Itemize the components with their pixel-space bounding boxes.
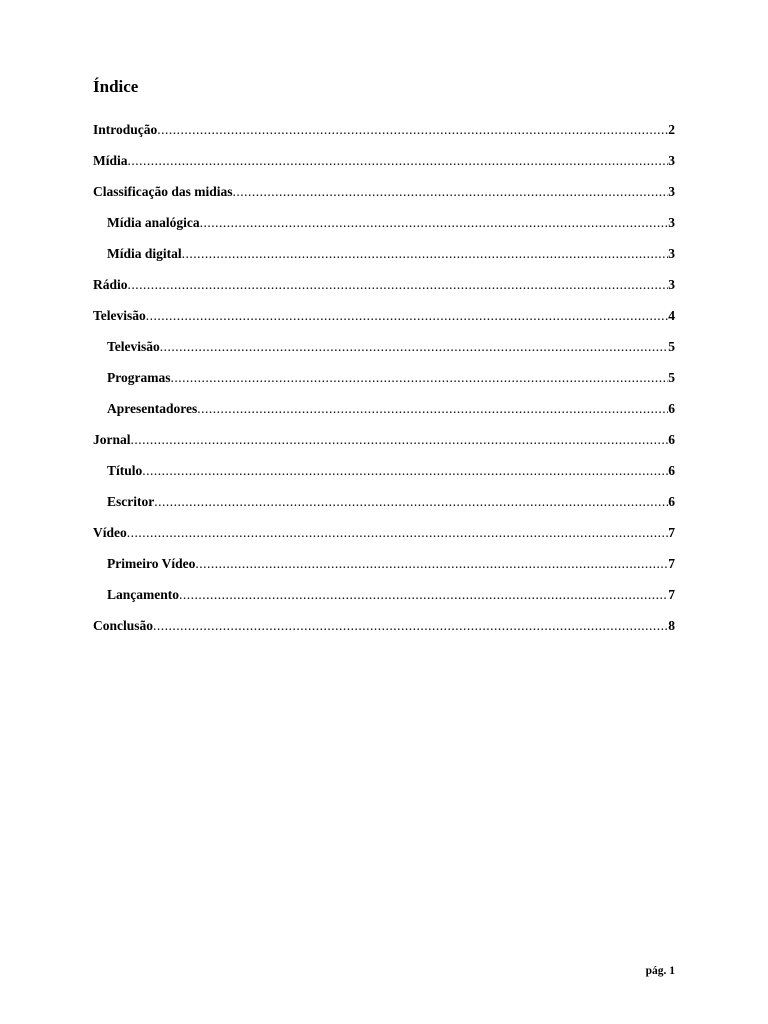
toc-entry-label: Primeiro Vídeo: [107, 556, 196, 571]
toc-entry-label: Escritor: [107, 494, 155, 509]
toc-entry[interactable]: [93, 461, 675, 492]
toc-dot-leader: [157, 120, 668, 140]
toc-entry[interactable]: [93, 492, 675, 523]
toc-entry-label: Mídia digital: [107, 246, 182, 261]
toc-dot-leader: [160, 337, 668, 357]
toc-entry[interactable]: [93, 430, 675, 461]
toc-entry[interactable]: [93, 182, 675, 213]
toc-dot-leader: [179, 585, 668, 605]
toc-entry-label: Conclusão: [93, 618, 154, 633]
toc-dot-leader: [127, 523, 669, 543]
table-of-contents: [93, 120, 675, 647]
toc-entry[interactable]: [93, 554, 675, 585]
toc-entry-page-number: 3: [668, 184, 675, 199]
toc-entry-page-number: 5: [668, 339, 675, 354]
toc-entry-page-number: 6: [668, 401, 675, 416]
toc-dot-leader: [200, 213, 669, 233]
toc-entry-page-number: 5: [668, 370, 675, 385]
toc-entry-page-number: 3: [668, 277, 675, 292]
toc-entry-label: Mídia: [93, 153, 128, 168]
toc-entry-page-number: 6: [668, 494, 675, 509]
toc-dot-leader: [128, 151, 669, 171]
toc-dot-leader: [142, 461, 668, 481]
toc-entry-page-number: 7: [668, 556, 675, 571]
toc-entry-label: Vídeo: [93, 525, 127, 540]
toc-entry[interactable]: [93, 244, 675, 275]
toc-entry-label: Jornal: [93, 432, 131, 447]
toc-entry-label: Introdução: [93, 122, 158, 137]
toc-entry[interactable]: [93, 399, 675, 430]
toc-entry[interactable]: [93, 275, 675, 306]
toc-dot-leader: [195, 554, 668, 574]
toc-entry[interactable]: [93, 523, 675, 554]
toc-title: Índice: [93, 77, 139, 96]
toc-dot-leader: [131, 430, 669, 450]
toc-dot-leader: [146, 306, 668, 326]
toc-entry[interactable]: [93, 368, 675, 399]
toc-entry[interactable]: [93, 213, 675, 244]
toc-entry-page-number: 7: [668, 525, 675, 540]
toc-dot-leader: [153, 616, 668, 636]
toc-entry[interactable]: [93, 151, 675, 182]
toc-entry-page-number: 3: [668, 215, 675, 230]
page-number-footer: pág. 1: [645, 965, 675, 977]
toc-entry-label: Mídia analógica: [107, 215, 200, 230]
toc-entry-label: Apresentadores: [107, 401, 198, 416]
toc-entry-label: Rádio: [93, 277, 128, 292]
toc-entry-page-number: 8: [668, 618, 675, 633]
toc-entry-label: Televisão: [93, 308, 146, 323]
toc-entry-label: Lançamento: [107, 587, 179, 602]
toc-entry-page-number: 6: [668, 463, 675, 478]
toc-dot-leader: [171, 368, 669, 388]
toc-entry-page-number: 2: [668, 122, 675, 137]
toc-entry[interactable]: [93, 616, 675, 647]
toc-entry-page-number: 7: [668, 587, 675, 602]
toc-entry-page-number: 3: [668, 246, 675, 261]
toc-entry-label: Título: [107, 463, 143, 478]
toc-entry[interactable]: [93, 120, 675, 151]
toc-entry-page-number: 4: [668, 308, 675, 323]
toc-entry[interactable]: [93, 337, 675, 368]
toc-entry-label: Classificação das midias: [93, 184, 233, 199]
toc-entry[interactable]: [93, 585, 675, 616]
toc-entry-page-number: 6: [668, 432, 675, 447]
toc-dot-leader: [154, 492, 668, 512]
toc-dot-leader: [128, 275, 669, 295]
toc-entry-label: Televisão: [107, 339, 160, 354]
toc-dot-leader: [182, 244, 669, 264]
toc-dot-leader: [233, 182, 669, 202]
toc-entry[interactable]: [93, 306, 675, 337]
toc-entry-label: Programas: [107, 370, 171, 385]
toc-entry-page-number: 3: [668, 153, 675, 168]
toc-dot-leader: [197, 399, 668, 419]
